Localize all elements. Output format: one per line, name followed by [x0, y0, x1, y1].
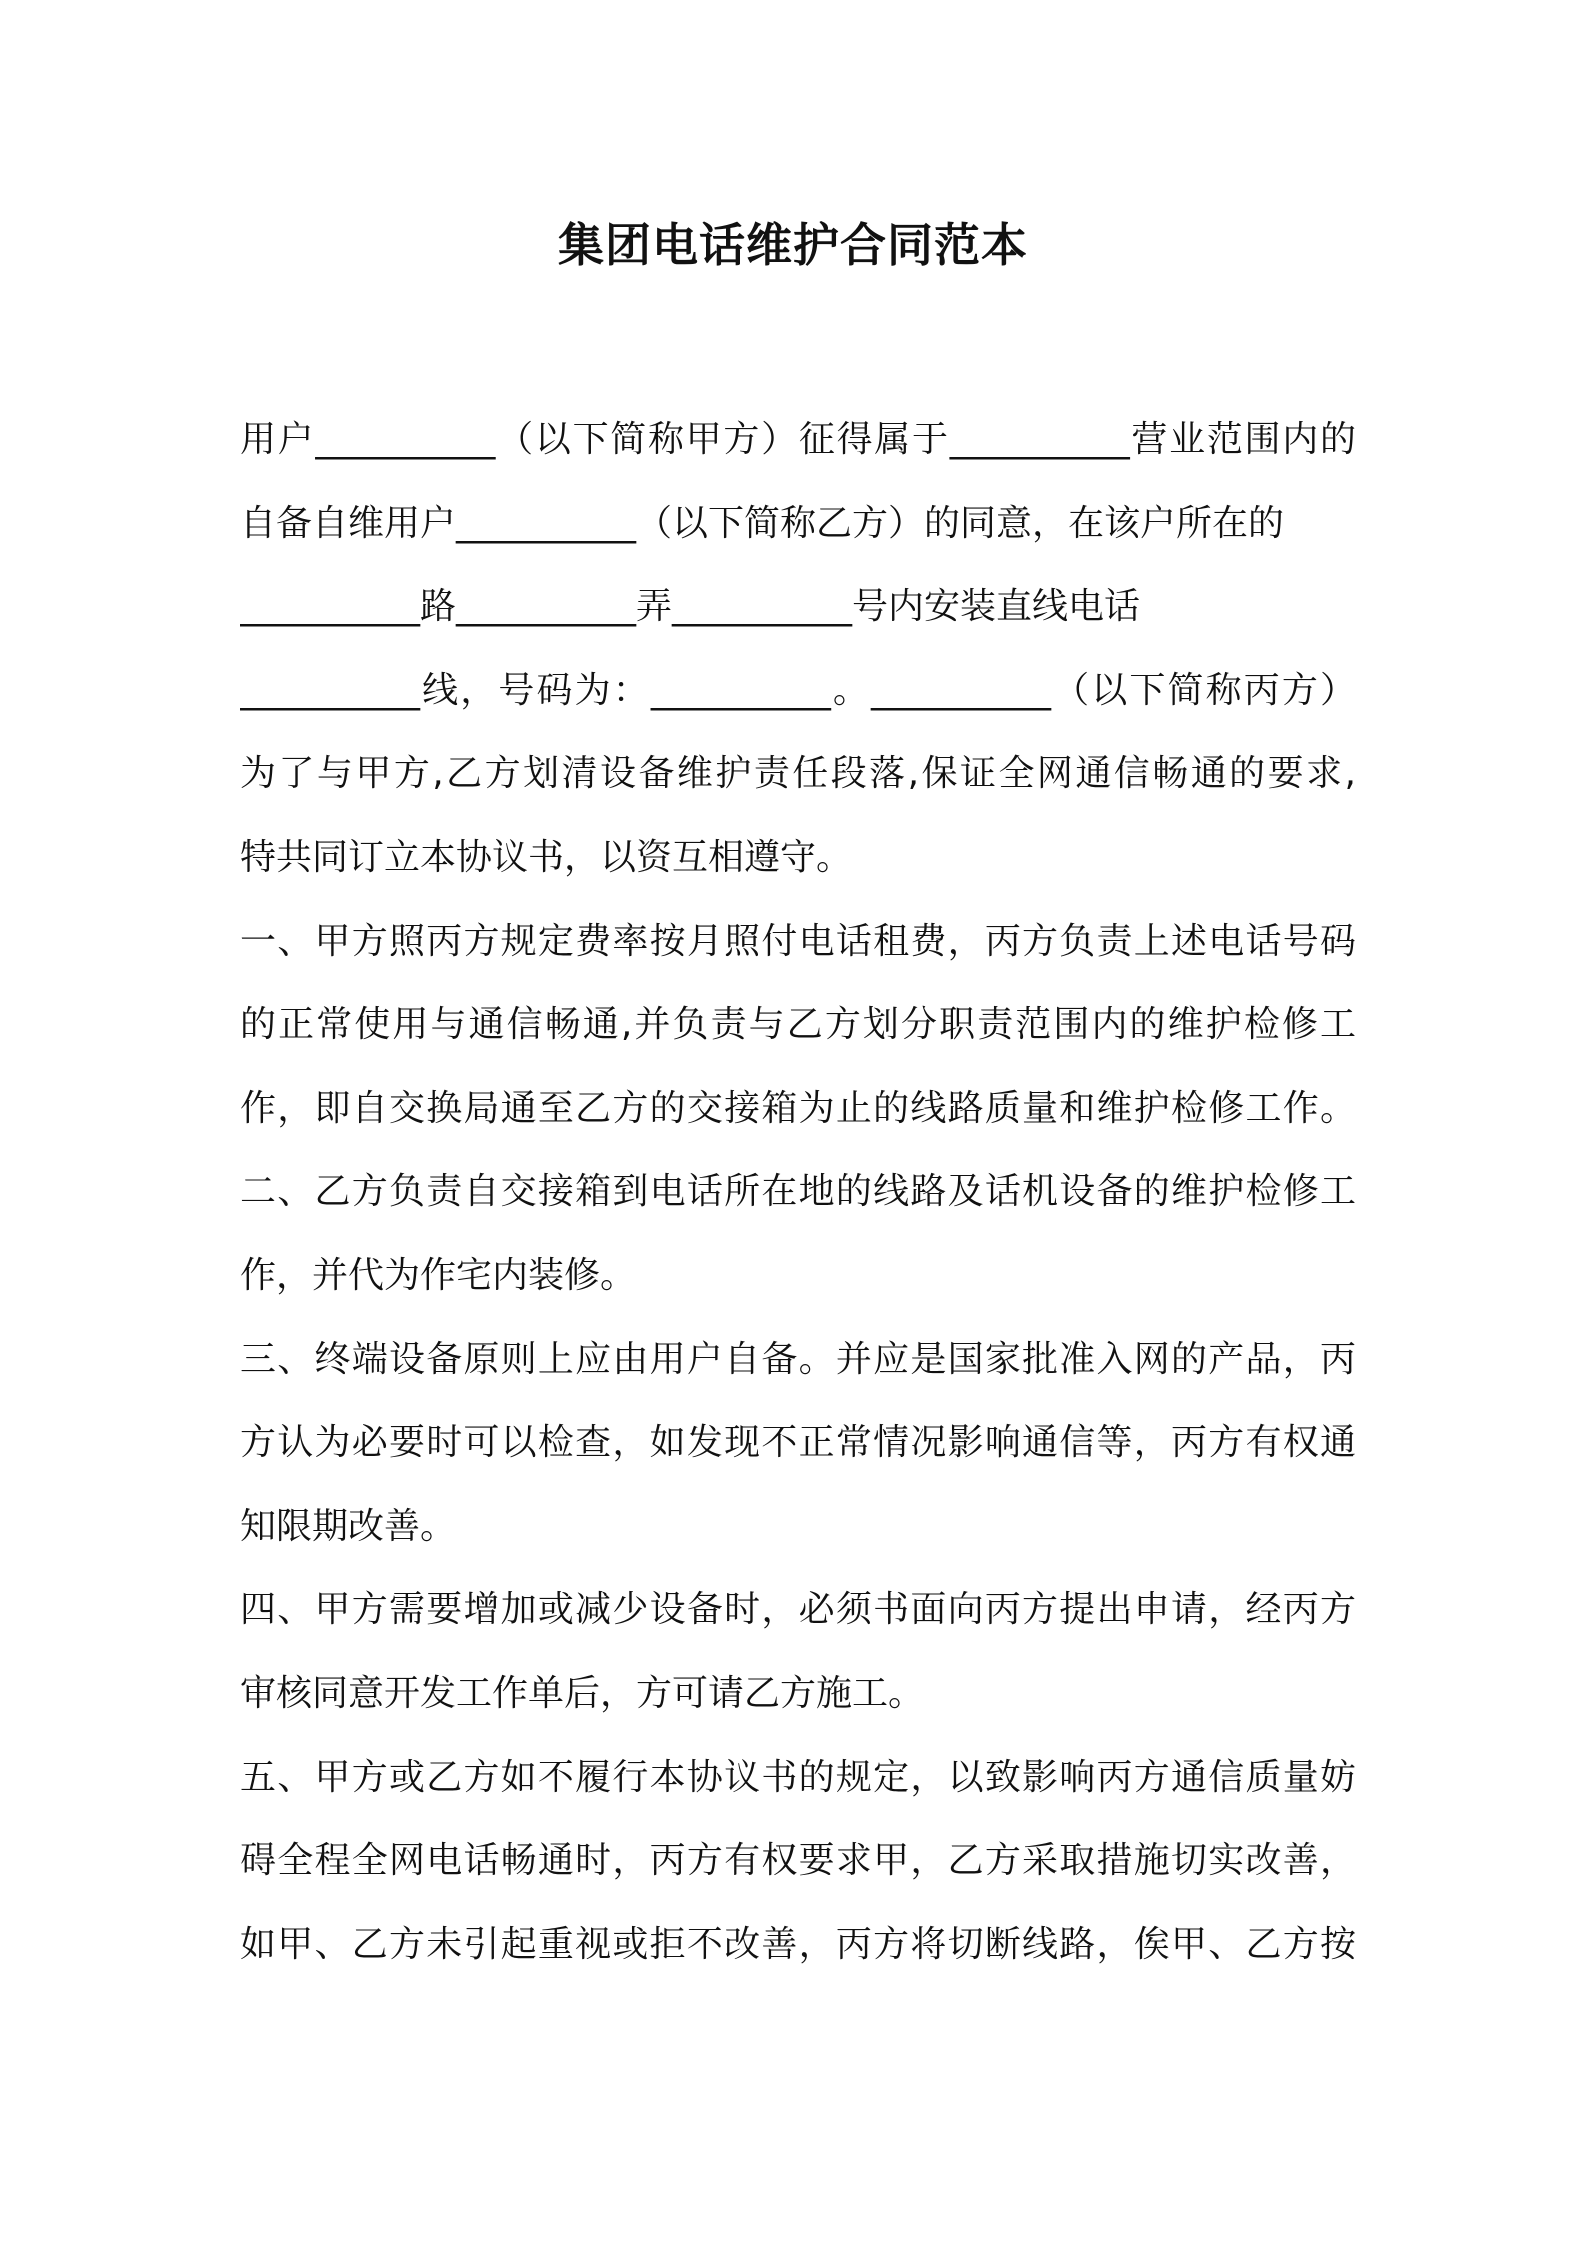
contract-line: 特共同订立本协议书，以资互相遵守。 [240, 836, 853, 878]
contract-line: 四、甲方需要增加或减少设备时，必须书面向丙方提出申请，经丙方 [240, 1589, 1356, 1631]
contract-line: 碍全程全网电话畅通时，丙方有权要求甲，乙方采取措施切实改善， [240, 1840, 1356, 1882]
contract-line: __________路__________弄__________号内安装直线电话 [240, 586, 1141, 628]
contract-line: 一、甲方照丙方规定费率按月照付电话租费，丙方负责上述电话号码 [240, 920, 1356, 962]
contract-line: 作，并代为作宅内装修。 [240, 1254, 637, 1296]
contract-line: 知限期改善。 [240, 1505, 457, 1547]
contract-line: 如甲、乙方未引起重视或拒不改善，丙方将切断线路，俟甲、乙方按 [240, 1923, 1356, 1965]
contract-line: 自备自维用户__________（以下简称乙方）的同意，在该户所在的 [240, 502, 1285, 544]
contract-line: 二、乙方负责自交接箱到电话所在地的线路及话机设备的维护检修工 [240, 1171, 1356, 1213]
contract-line: 方认为必要时可以检查，如发现不正常情况影响通信等，丙方有权通 [240, 1422, 1356, 1464]
contract-line: 审核同意开发工作单后，方可请乙方施工。 [240, 1672, 925, 1714]
contract-body [240, 398, 1356, 1986]
contract-line: 五、甲方或乙方如不履行本协议书的规定，以致影响丙方通信质量妨 [240, 1756, 1356, 1798]
contract-line: 为了与甲方,乙方划清设备维护责任段落,保证全网通信畅通的要求, [240, 753, 1356, 795]
contract-line: 的正常使用与通信畅通,并负责与乙方划分职责范围内的维护检修工 [240, 1004, 1356, 1046]
document-title: 集团电话维护合同范本 [558, 218, 1028, 272]
contract-line: 三、终端设备原则上应由用户自备。并应是国家批准入网的产品，丙 [240, 1338, 1356, 1380]
contract-line: 作，即自交换局通至乙方的交接箱为止的线路质量和维护检修工作。 [240, 1087, 1356, 1129]
contract-line: __________线，号码为：__________。__________（以下简称丙方） [240, 669, 1356, 711]
contract-line: 用户__________（以下简称甲方）征得属于__________营业范围内的 [240, 419, 1356, 460]
